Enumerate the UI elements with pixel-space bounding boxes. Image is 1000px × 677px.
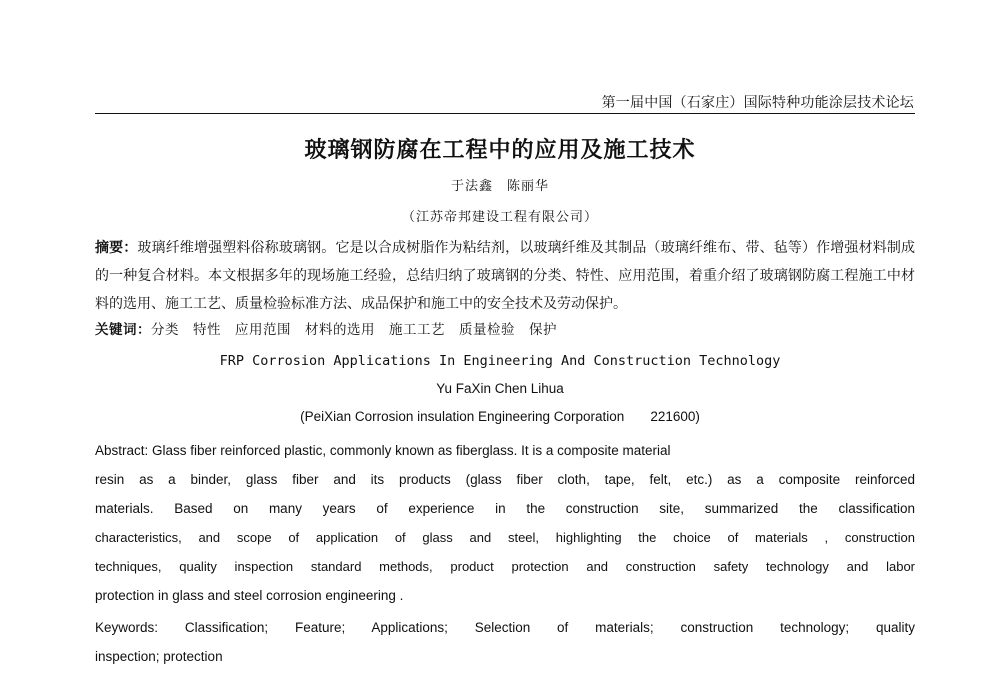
abstract-en [95,436,915,610]
keywords-en-line: Keywords: Classification; Feature; Applications; Selection of materials; construction technology; quality [95,620,915,635]
abstract-cn [95,234,915,318]
abstract-en-line: protection in glass and steel corrosion engineering . [95,588,404,603]
abstract-en-line: characteristics, and scope of application of glass and steel, highlighting the choice of materials , construction [95,530,915,545]
header-rule [95,113,915,114]
keywords-en [95,613,915,671]
keywords-cn [95,318,557,338]
keywords-cn-text: 分类 特性 应用范围 材料的选用 施工工艺 质量检验 保护 [151,322,557,338]
abstract-cn-label: 摘要： [95,240,138,256]
abstract-en-line: materials. Based on many years of experience in the construction site, summarized the classification [95,501,915,516]
abstract-en-line: techniques, quality inspection standard methods, product protection and construction safety technology and labor [95,559,915,574]
keywords-en-line: inspection; protection [95,649,223,664]
abstract-en-line: Abstract: Glass fiber reinforced plastic, commonly known as fiberglass. It is a composite material [95,443,671,458]
keywords-cn-label: 关键词： [95,322,151,338]
affiliation-en [0,409,1000,424]
authors-en: Yu FaXin Chen Lihua [436,381,564,396]
authors-cn: 于法鑫 陈丽华 [450,179,549,194]
abstract-en-line: resin as a binder, glass fiber and its products (glass fiber cloth, tape, felt, etc.) as a composite reinforced [95,472,915,487]
affiliation-en-zip: 221600) [650,409,700,424]
abstract-cn-text: 玻璃纤维增强塑料俗称玻璃钢。它是以合成树脂作为粘结剂，以玻璃纤维及其制品（玻璃纤维布、带、毡等）作增强材料制成的一种复合材料。本文根据多年的现场施工经验，总结归纳了玻璃钢的分类、特性、应用范围，着重介绍了玻璃钢防腐工程施工中材料的选用、施工工艺、质量检验标准方法、成品保护和施工中的安全技术及劳动保护。 [95,240,915,312]
affiliation-en-name: (PeiXian Corrosion insulation Engineering Corporation [300,409,625,424]
affiliation-cn: （江苏帝邦建设工程有限公司） [401,210,598,225]
paper-title-cn: 玻璃钢防腐在工程中的应用及施工技术 [304,137,696,163]
paper-title-en: FRP Corrosion Applications In Engineering And Construction Technology [219,353,781,369]
conference-header: 第一届中国（石家庄）国际特种功能涂层技术论坛 [601,95,914,111]
